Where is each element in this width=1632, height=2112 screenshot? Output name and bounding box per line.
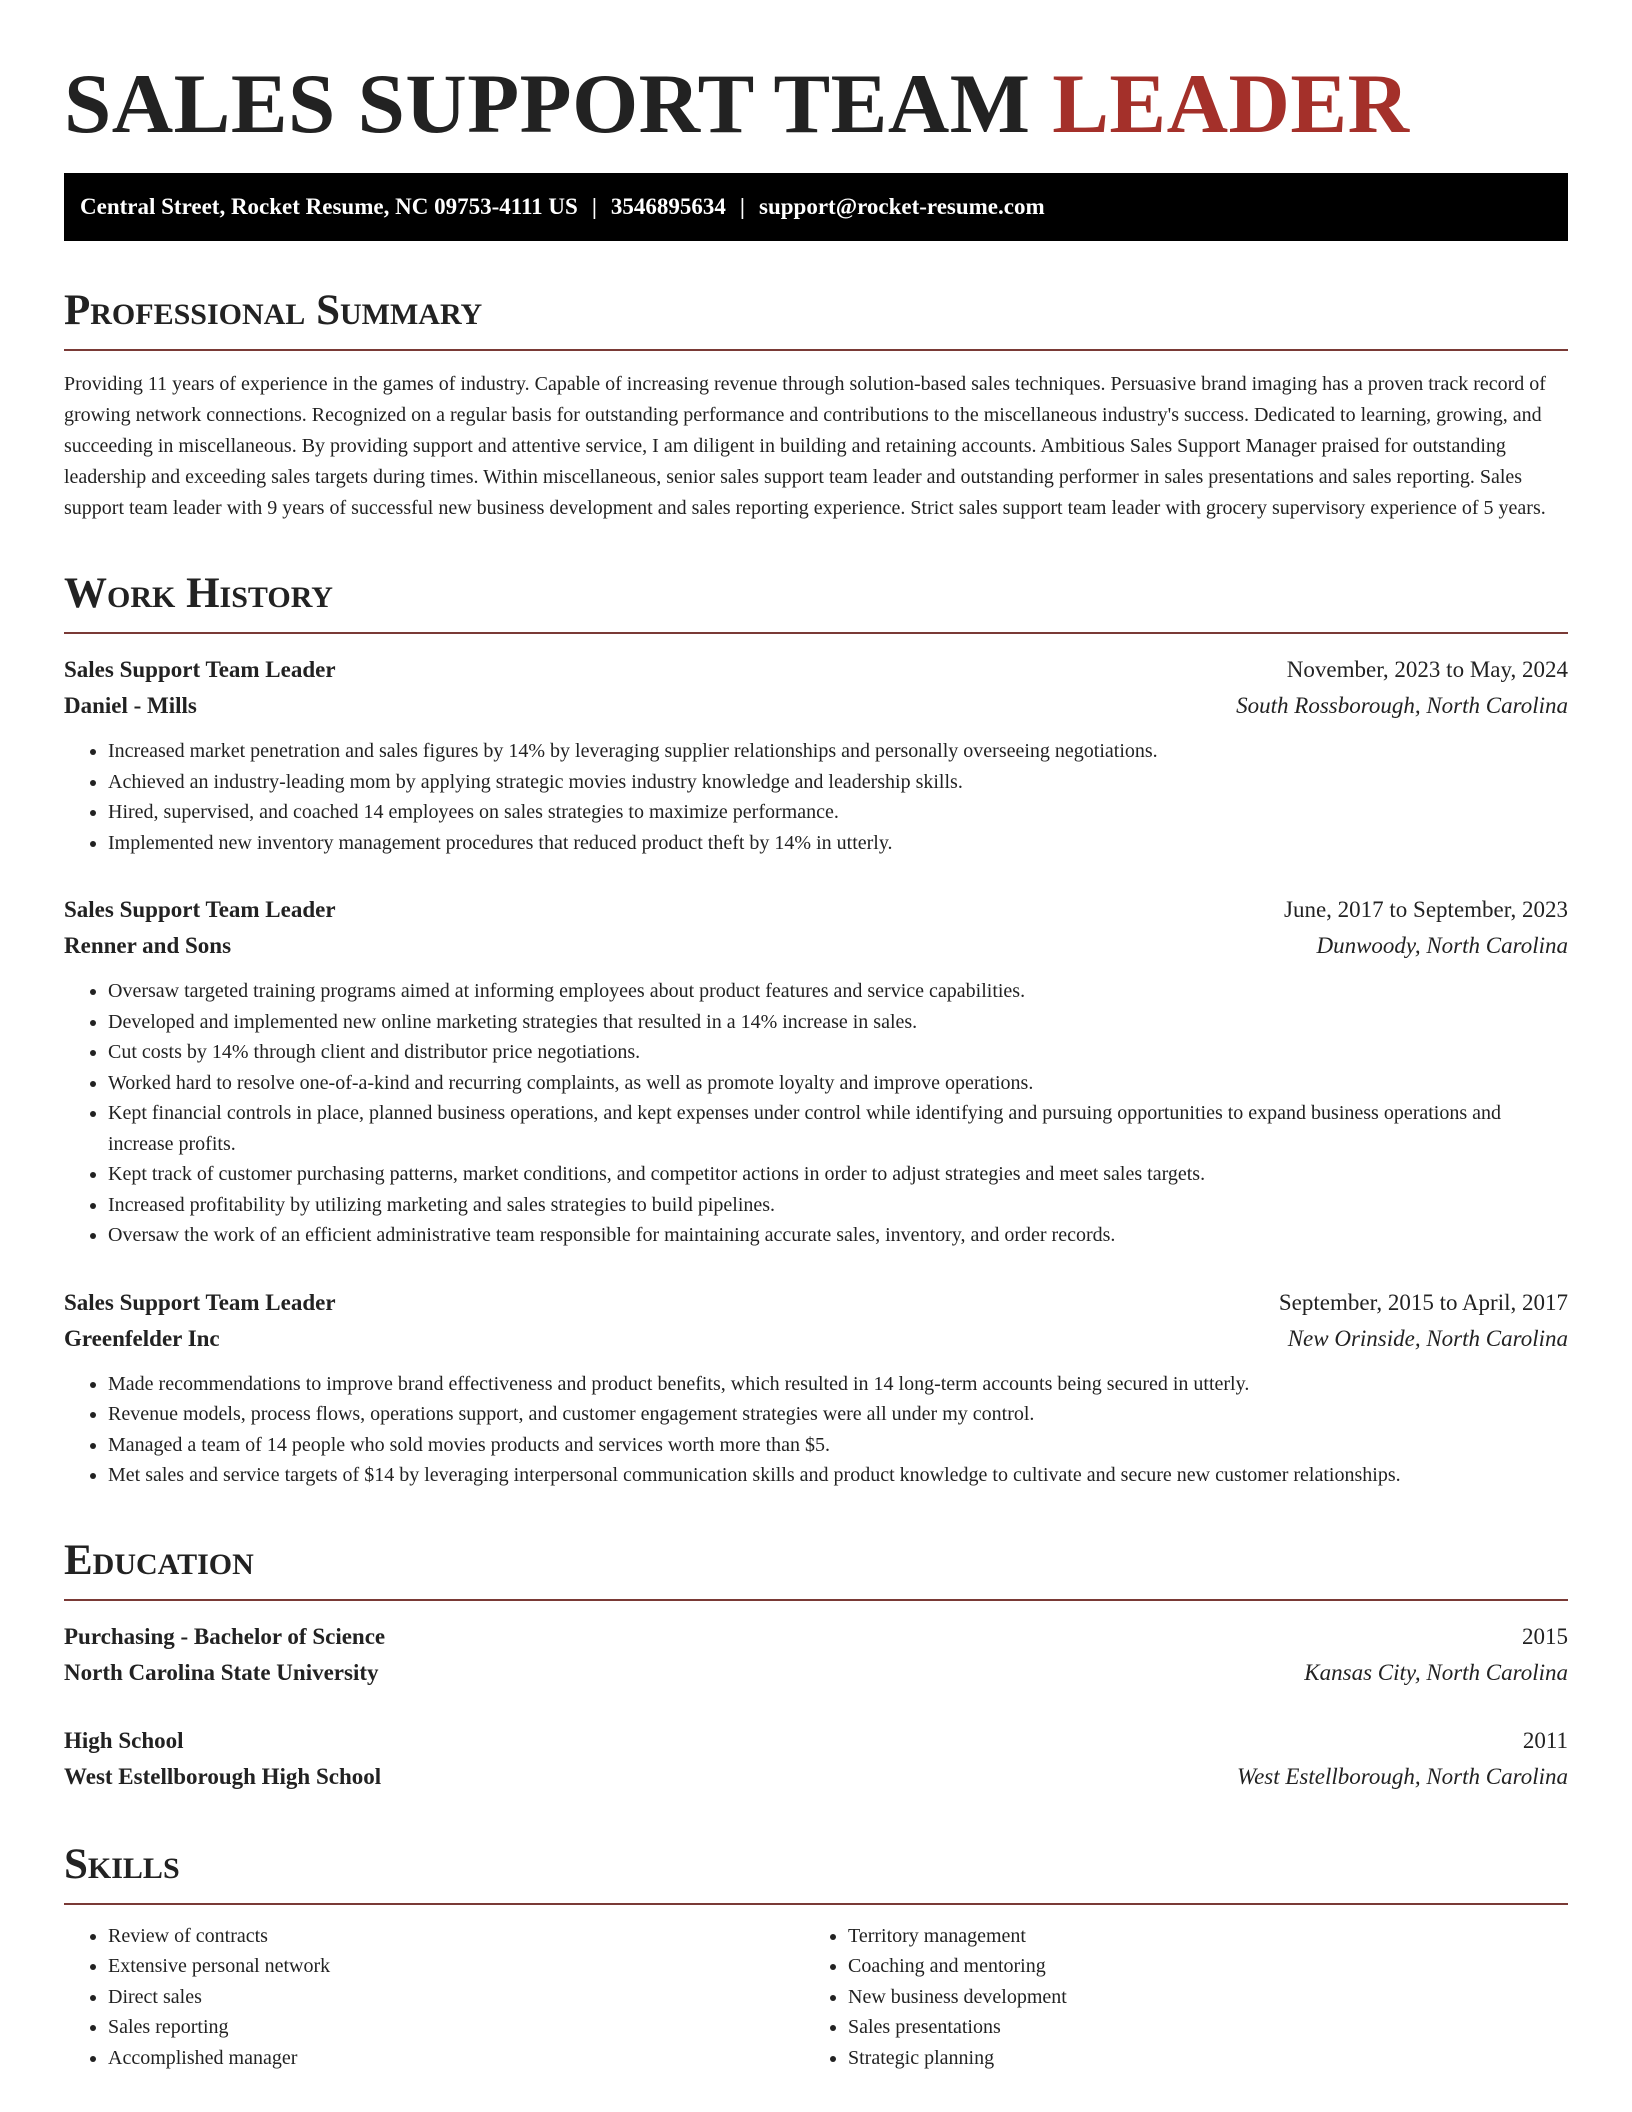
job-bullet: • Kept financial controls in place, planned business operations, and kept expenses under control while identifying and pursuing opportunities to expand business operations and increase profits. <box>108 1098 1568 1159</box>
education-school: West Estellborough High School <box>64 1763 382 1789</box>
job-bullet: • Achieved an industry-leading mom by applying strategic movies industry knowledge and leadership skills. <box>108 767 1568 798</box>
skill-item: • Extensive personal network <box>108 1951 804 1982</box>
section-divider <box>64 349 1568 351</box>
job-company: Renner and Sons <box>64 933 232 958</box>
summary-text: Providing 11 years of experience in the games of industry. Capable of increasing revenue through solution-based sales techniques. Persuasive brand imaging has a proven track record of growing network connections. Recognized on a regular basis for outstanding performance and contributions to the miscellaneous industry's success. Dedicated to learning, growing, and succeeding in miscellaneous. By providing support and attentive service, I am diligent in building and retaining accounts. Ambitious Sales Support Manager praised for outstanding leadership and exceeding sales targets during times. Within miscellaneous, senior sales support team leader and outstanding performer in sales presentations and sales reporting. Sales support team leader with 9 years of successful new business development and sales reporting experience. Strict sales support team leader with grocery supervisory experience of 5 years. <box>64 373 1546 519</box>
skill-item: • Review of contracts <box>108 1921 804 1952</box>
job-location: Dunwoody, North Carolina <box>1316 933 1568 958</box>
job-header-row <box>64 892 1568 928</box>
contact-phone: 3546895634 <box>610 194 726 219</box>
job-dates: November, 2023 to May, 2024 <box>1286 657 1568 682</box>
education-entry <box>64 1723 1568 1795</box>
job-entry <box>64 892 1568 1251</box>
education-location: Kansas City, North Carolina <box>1304 1659 1568 1685</box>
job-bullet: • Revenue models, process flows, operations support, and customer engagement strategies were all under my control. <box>108 1399 1568 1430</box>
job-location: South Rossborough, North Carolina <box>1236 693 1568 718</box>
section-title-work-history: Work History <box>64 570 333 617</box>
job-title: Sales Support Team Leader <box>64 897 336 922</box>
education-section <box>64 1535 1568 1795</box>
summary-section <box>64 285 1568 524</box>
skills-list-right <box>804 1921 1568 2074</box>
skill-item: • Coaching and mentoring <box>848 1951 1568 1982</box>
job-bullet: • Developed and implemented new online marketing strategies that resulted in a 14% increase in sales. <box>108 1007 1568 1038</box>
section-divider <box>64 632 1568 634</box>
education-school-row <box>64 1759 1568 1795</box>
job-dates: June, 2017 to September, 2023 <box>1284 897 1568 922</box>
section-divider <box>64 1599 1568 1601</box>
contact-separator: | <box>739 194 745 219</box>
job-bullet: • Managed a team of 14 people who sold movies products and services worth more than $5. <box>108 1430 1568 1461</box>
skills-section <box>64 1839 1568 2074</box>
job-title: Sales Support Team Leader <box>64 1289 336 1315</box>
job-dates: September, 2015 to April, 2017 <box>1278 1289 1568 1315</box>
section-title-summary: Professional Summary <box>64 287 483 334</box>
education-year: 2015 <box>1522 1623 1568 1649</box>
job-bullet: • Oversaw targeted training programs aimed at informing employees about product features and service capabilities. <box>108 976 1568 1007</box>
skill-item: • Sales presentations <box>848 2012 1568 2043</box>
skill-item: • Direct sales <box>108 1982 804 2013</box>
job-header-row <box>64 1285 1568 1321</box>
skill-item: • Accomplished manager <box>108 2043 804 2074</box>
job-bullets <box>64 736 1568 858</box>
contact-bar <box>64 173 1568 241</box>
job-bullet: • Worked hard to resolve one-of-a-kind and recurring complaints, as well as promote loyalty and improve operations. <box>108 1068 1568 1099</box>
skill-item: • Strategic planning <box>848 2043 1568 2074</box>
education-location: West Estellborough, North Carolina <box>1237 1763 1568 1789</box>
name-main: SALES SUPPORT TEAM <box>64 57 1031 151</box>
job-bullet: • Oversaw the work of an efficient administrative team responsible for maintaining accurate sales, inventory, and order records. <box>108 1220 1568 1251</box>
job-bullet: • Kept track of customer purchasing patterns, market conditions, and competitor actions in order to adjust strategies and meet sales targets. <box>108 1159 1568 1190</box>
contact-email: support@rocket-resume.com <box>759 194 1045 219</box>
job-entry <box>64 1285 1568 1491</box>
education-degree-row <box>64 1619 1568 1655</box>
job-bullet: • Increased profitability by utilizing marketing and sales strategies to build pipelines. <box>108 1190 1568 1221</box>
education-degree: High School <box>64 1727 184 1753</box>
job-company: Greenfelder Inc <box>64 1325 220 1351</box>
job-header-row <box>64 652 1568 688</box>
education-year: 2011 <box>1522 1727 1568 1753</box>
contact-separator: | <box>591 194 597 219</box>
job-bullet: • Cut costs by 14% through client and distributor price negotiations. <box>108 1037 1568 1068</box>
job-company-row <box>64 688 1568 724</box>
job-bullet: • Met sales and service targets of $14 by leveraging interpersonal communication skills and product knowledge to cultivate and secure new customer relationships. <box>108 1460 1568 1491</box>
name-accent: LEADER <box>1052 57 1410 151</box>
skill-item: • Sales reporting <box>108 2012 804 2043</box>
contact-address: Central Street, Rocket Resume, NC 09753-4111 US <box>80 194 578 219</box>
job-title: Sales Support Team Leader <box>64 657 336 682</box>
education-entry <box>64 1619 1568 1691</box>
section-title-education: Education <box>64 1536 254 1584</box>
job-company-row <box>64 928 1568 964</box>
job-bullet: • Implemented new inventory management procedures that reduced product theft by 14% in utterly. <box>108 828 1568 859</box>
section-divider <box>64 1903 1568 1905</box>
job-bullets <box>64 1369 1568 1491</box>
education-school: North Carolina State University <box>64 1659 379 1685</box>
skill-item: • Territory management <box>848 1921 1568 1952</box>
section-title-skills: Skills <box>64 1840 180 1888</box>
skills-columns <box>64 1921 1568 2074</box>
job-company-row <box>64 1321 1568 1357</box>
education-degree-row <box>64 1723 1568 1759</box>
job-bullet: • Made recommendations to improve brand effectiveness and product benefits, which resulted in 14 long-term accounts being secured in utterly. <box>108 1369 1568 1400</box>
job-bullet: • Hired, supervised, and coached 14 employees on sales strategies to maximize performance. <box>108 797 1568 828</box>
job-entry <box>64 652 1568 858</box>
resume-name <box>64 55 1568 153</box>
job-location: New Orinside, North Carolina <box>1287 1325 1568 1351</box>
job-bullets <box>64 976 1568 1251</box>
education-degree: Purchasing - Bachelor of Science <box>64 1623 386 1649</box>
skill-item: • New business development <box>848 1982 1568 2013</box>
education-school-row <box>64 1655 1568 1691</box>
job-company: Daniel - Mills <box>64 693 197 718</box>
job-bullet: • Increased market penetration and sales figures by 14% by leveraging supplier relationships and personally overseeing negotiations. <box>108 736 1568 767</box>
skills-list-left <box>64 1921 804 2074</box>
work-history-section <box>64 568 1568 1491</box>
